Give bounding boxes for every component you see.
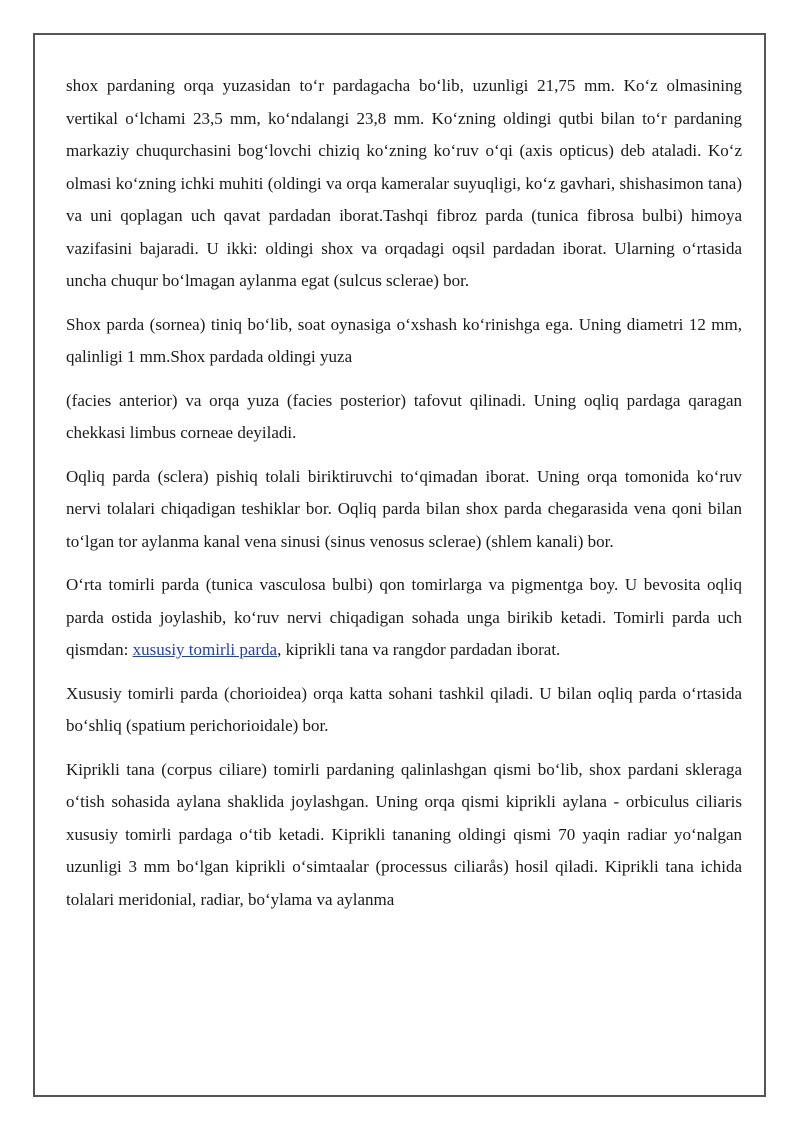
vascular-tunic-text-after: , kiprikli tana va rangdor pardadan iborat. xyxy=(277,640,561,659)
choroid-link[interactable]: xususiy tomirli parda xyxy=(132,640,278,659)
document-body xyxy=(66,70,742,927)
paragraph-ciliary-body: Kiprikli tana (corpus ciliare) tomirli pardaning qalinlashgan qismi bo‘lib, shox pardani skleraga o‘tish sohasida aylana shaklida joylashgan. Uning orqa qismi kiprikli aylana - orbiculus ciliaris xususiy tomirli pardaga o‘tib ketadi. Kiprikli tananing oldingi qismi 70 yaqin radiar yo‘nalgan uzunligi 3 mm bo‘lgan kiprikli o‘simtaalar (processus ciliarås) hosil qiladi. Kiprikli tana ichida tolalari meridonial, radiar, bo‘ylama va aylanma xyxy=(66,759,742,909)
paragraph-cornea-surfaces: (facies anterior) va orqa yuza (facies posterior) tafovut qilinadi. Uning oqliq pardaga qaragan chekkasi limbus corneae deyiladi. xyxy=(66,390,742,442)
paragraph-sclera: Oqliq parda (sclera) pishiq tolali biriktiruvchi to‘qimadan iborat. Uning orqa tomonida ko‘ruv nervi tolalari chiqadigan teshiklar bor. Oqliq parda bilan shox parda chegarasida vena qoni bilan to‘lgan tor aylanma kanal vena sinusi (sinus venosus sclerae) (shlem kanali) bor. xyxy=(66,466,742,551)
paragraph-eye-dimensions: shox pardaning orqa yuzasidan to‘r pardagacha bo‘lib, uzunligi 21,75 mm. Ko‘z olmasining vertikal o‘lchami 23,5 mm, ko‘ndalangi 23,8 mm. Ko‘zning oldingi qutbi bilan to‘r pardaning markaziy chuqurchasini bog‘lovchi chiziq ko‘zning ko‘ruv o‘qi (axis opticus) deb ataladi. Ko‘z olmasi ko‘zning ichki muhiti (oldingi va orqa kameralar suyuqligi, ko‘z gavhari, shishasimon tana) va uni qoplagan uch qavat pardadan iborat.Tashqi fibroz parda (tunica fibrosa bulbi) himoya vazifasini bajaradi. U ikki: oldingi shox va orqadagi oqsil pardadan iborat. Ularning o‘rtasida uncha chuqur bo‘lmagan aylanma egat (sulcus sclerae) bor. xyxy=(66,76,742,290)
vascular-tunic-text-before: O‘rta tomirli parda (tunica vasculosa bulbi) qon tomirlarga va pigmentga boy. U bevosita oqliq parda ostida joylashib, ko‘ruv nervi chiqadigan sohada unga birikib ketadi. Tomirli parda uch qismdan: xyxy=(66,575,742,659)
paragraph-vascular-tunic xyxy=(66,569,742,667)
paragraph-cornea-intro: Shox parda (sornea) tiniq bo‘lib, soat oynasiga o‘xshash ko‘rinishga ega. Uning diametri 12 mm, qalinligi 1 mm.Shox pardada oldingi yuza xyxy=(66,314,742,366)
paragraph-choroid: Xususiy tomirli parda (chorioidea) orqa katta sohani tashkil qiladi. U bilan oqliq parda o‘rtasida bo‘shliq (spatium perichorioidale) bor. xyxy=(66,683,742,735)
